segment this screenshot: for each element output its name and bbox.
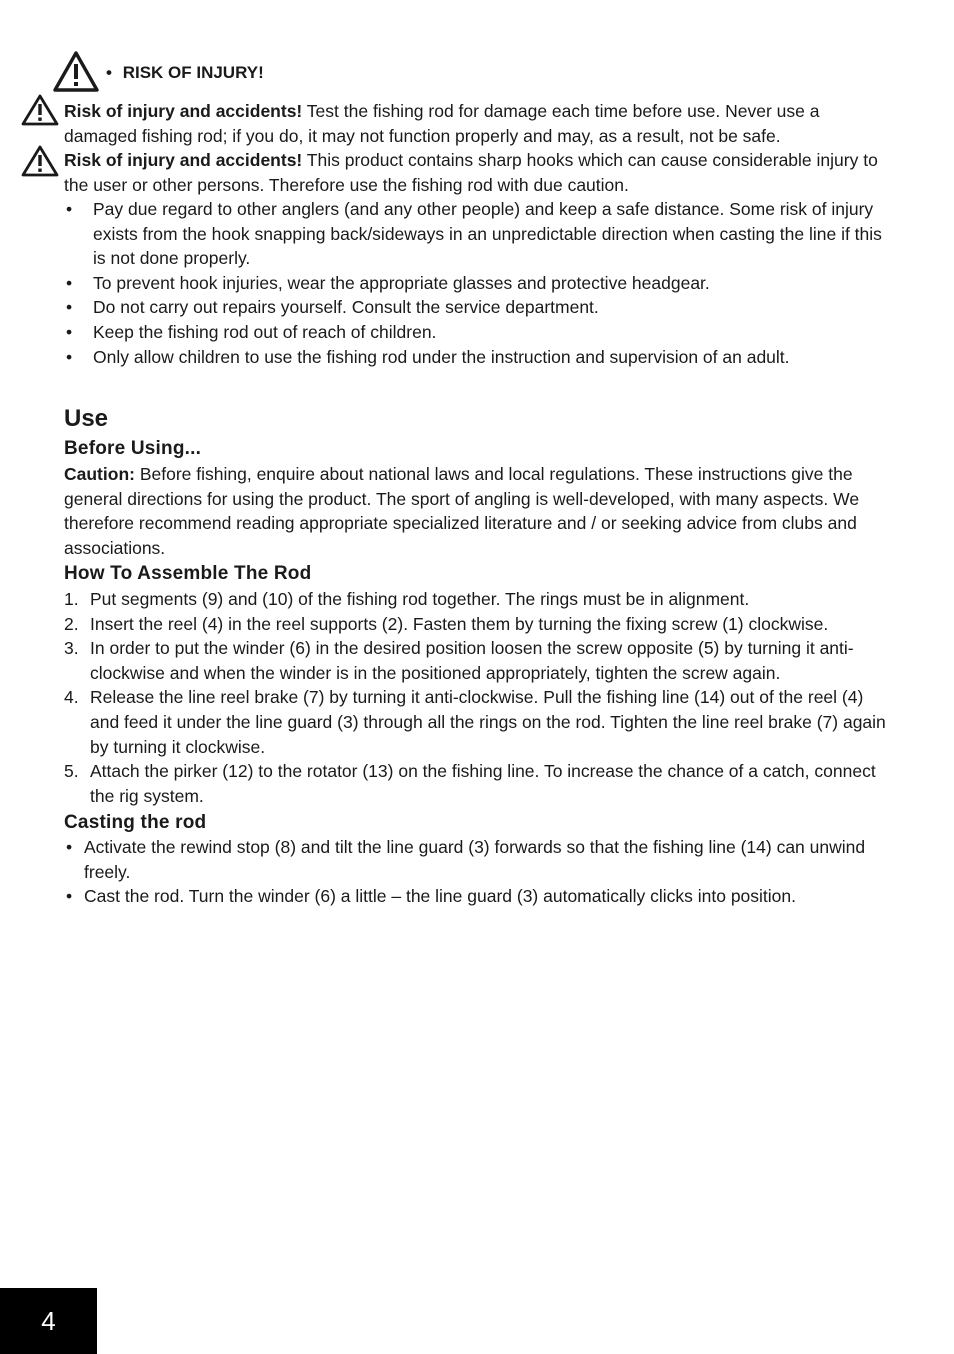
section-title-use: Use [64, 405, 109, 432]
list-item: • Pay due regard to other anglers (and any other people) and keep a safe distance. Some risk of injury exists from the hook snapping back/sideways in an unpredictable direction when casting the line if this is not done properly. [66, 199, 882, 269]
safety-bullet-list [64, 197, 894, 369]
list-item: 4. Release the line reel brake (7) by turning it anti-clockwise. Pull the fishing line (14) out of the reel (4) and feed it under the line guard (3) through all the rings on the rod. Tighten the line reel brake (7) again by turning it clockwise. [64, 687, 886, 757]
heading-assemble-rod: How To Assemble The Rod [64, 563, 312, 584]
list-item: • Only allow children to use the fishing rod under the instruction and supervision of an adult. [66, 346, 790, 367]
assemble-steps-list [64, 587, 894, 808]
warning-lead: Risk of injury and accidents! [64, 101, 303, 121]
list-item: 3. In order to put the winder (6) in the desired position loosen the screw opposite (5) by turning it anti-clockwise and when the winder is in the positioned appropriately, tighten the screw again. [64, 638, 854, 683]
warning-paragraph-hooks [64, 148, 894, 197]
casting-bullet-list [64, 835, 894, 909]
heading-casting-rod: Casting the rod [64, 812, 207, 833]
list-item: 1. Put segments (9) and (10) of the fishing rod together. The rings must be in alignment. [64, 589, 750, 609]
bullet-mark: • [106, 63, 112, 82]
caution-paragraph [64, 462, 894, 560]
risk-of-injury-heading [106, 61, 264, 86]
list-item: 5. Attach the pirker (12) to the rotator (13) on the fishing line. To increase the chance of a catch, connect the rig system. [64, 761, 876, 806]
warning-text: This product contains sharp hooks which can cause considerable injury to the user or other persons. Therefore use the fishing rod with due caution. [64, 150, 878, 195]
list-item: • Activate the rewind stop (8) and tilt the line guard (3) forwards so that the fishing line (14) can unwind freely. [66, 837, 866, 882]
warning-text: Test the fishing rod for damage each time before use. Never use a damaged fishing rod; if you do, it may not function properly and may, as a result, not be safe. [64, 101, 820, 146]
list-item: 2. Insert the reel (4) in the reel supports (2). Fasten them by turning the fixing screw (1) clockwise. [64, 613, 829, 634]
warning-triangle-icon [52, 50, 100, 93]
caution-lead: Caution: [64, 464, 135, 484]
warning-triangle-icon [21, 94, 59, 126]
warning-lead: Risk of injury and accidents! [64, 150, 303, 170]
page-number: 4 [0, 1288, 97, 1354]
list-item: • Do not carry out repairs yourself. Consult the service department. [66, 297, 599, 318]
warning-paragraph-damage [64, 99, 894, 148]
list-item: • Cast the rod. Turn the winder (6) a little – the line guard (3) automatically clicks into position. [66, 886, 797, 907]
warning-triangle-icon [21, 145, 59, 177]
caution-text: Before fishing, enquire about national laws and local regulations. These instructions give the general directions for using the product. The sport of angling is well-developed, with many aspects. We therefore recommend reading appropriate specialized literature and / or seeking advice from clubs and associations. [64, 464, 860, 558]
list-item: • Keep the fishing rod out of reach of children. [66, 321, 437, 342]
heading-before-using: Before Using... [64, 438, 202, 459]
risk-label: RISK OF INJURY! [122, 63, 264, 82]
list-item: • To prevent hook injuries, wear the appropriate glasses and protective headgear. [66, 272, 710, 293]
